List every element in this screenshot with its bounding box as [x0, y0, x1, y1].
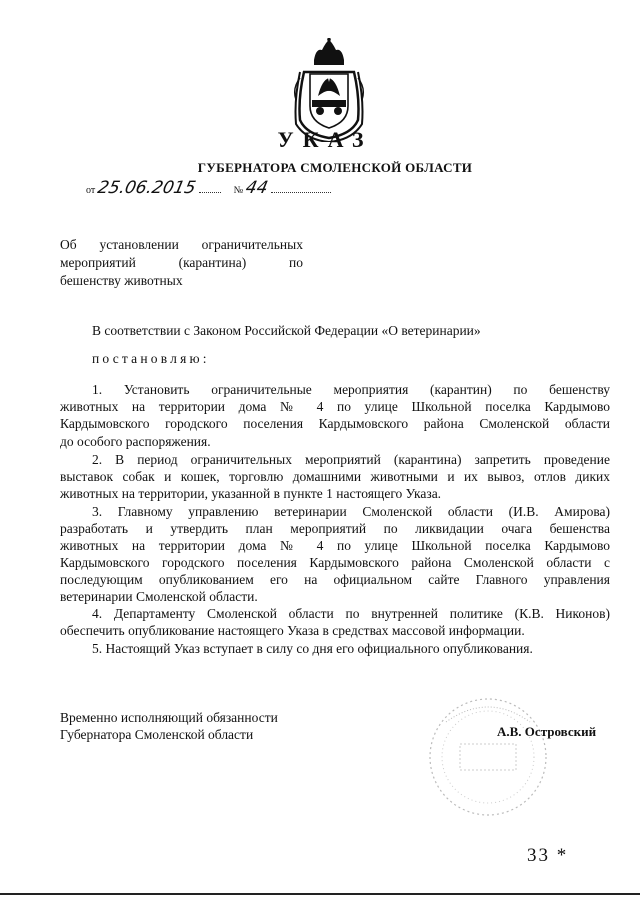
- document-subtitle: ГУБЕРНАТОРА СМОЛЕНСКОЙ ОБЛАСТИ: [197, 160, 473, 175]
- paragraph-3-line-1: 3. Главному управлению ветеринарии Смоленской области (И.В. Амирова): [92, 504, 610, 519]
- paragraph-3-line-5: последующим опубликованием его на официальном сайте Главного управления: [60, 572, 610, 587]
- page-mark: 33 *: [527, 845, 569, 866]
- number-label: №: [233, 185, 244, 196]
- document-title: УКАЗ: [277, 127, 373, 152]
- dotted-line: [271, 192, 331, 193]
- date-number-line: [86, 178, 331, 198]
- official-seal-stamp: [418, 692, 558, 822]
- paragraph-2-line-2: выставок собак и кошек, торговлю домашними животными и их вывоз, отлов диких: [60, 469, 610, 484]
- paragraph-5-line-1: 5. Настоящий Указ вступает в силу со дня его официального опубликования.: [92, 641, 533, 656]
- dotted-line: [199, 192, 221, 193]
- signer-position-line-2: Губернатора Смоленской области: [60, 727, 254, 742]
- paragraph-3-line-2: разработать и утвердить план мероприятий по ликвидации очага бешенства: [60, 521, 610, 536]
- handwritten-date: 25.06.2015: [96, 178, 198, 198]
- subject-line-2: мероприятий (карантина) по: [60, 255, 303, 270]
- subject-line-3: бешенству животных: [60, 273, 183, 288]
- paragraph-2-line-1: 2. В период ограничительных мероприятий (карантина) запретить проведение: [92, 452, 610, 467]
- handwritten-number: 44: [244, 178, 270, 198]
- paragraph-3-line-3: животных на территории дома № 4 по улице Школьной поселка Кардымово: [60, 538, 610, 553]
- signer-position-line-1: Временно исполняющий обязанности: [60, 710, 278, 725]
- date-label: от: [86, 185, 96, 196]
- decree-word: постановляю:: [92, 351, 210, 366]
- paragraph-2-line-3: животных на территории, указанной в пункте 1 настоящего Указа.: [60, 486, 442, 501]
- paragraph-1-line-2: животных на территории дома № 4 по улице Школьной поселка Кардымово: [60, 399, 610, 414]
- paragraph-1-line-4: до особого распоряжения.: [60, 434, 211, 449]
- paragraph-3-line-4: Кардымовского городского поселения Кардымовского района Смоленской области с: [60, 555, 610, 570]
- subject-line-1: Об установлении ограничительных: [60, 237, 303, 252]
- paragraph-1-line-1: 1. Установить ограничительные мероприятия (карантин) по бешенству: [92, 382, 610, 397]
- paragraph-4-line-2: обеспечить опубликование настоящего Указа в средствах массовой информации.: [60, 623, 525, 638]
- signer-name: А.В. Островский: [497, 724, 597, 739]
- bottom-rule: [0, 893, 640, 895]
- paragraph-4-line-1: 4. Департаменту Смоленской области по внутренней политике (К.В. Никонов): [92, 606, 610, 621]
- preamble: В соответствии с Законом Российской Федерации «О ветеринарии»: [92, 323, 481, 338]
- paragraph-1-line-3: Кардымовского городского поселения Кардымовского района Смоленской области: [60, 416, 610, 431]
- paragraph-3-line-6: ветеринарии Смоленской области.: [60, 589, 258, 604]
